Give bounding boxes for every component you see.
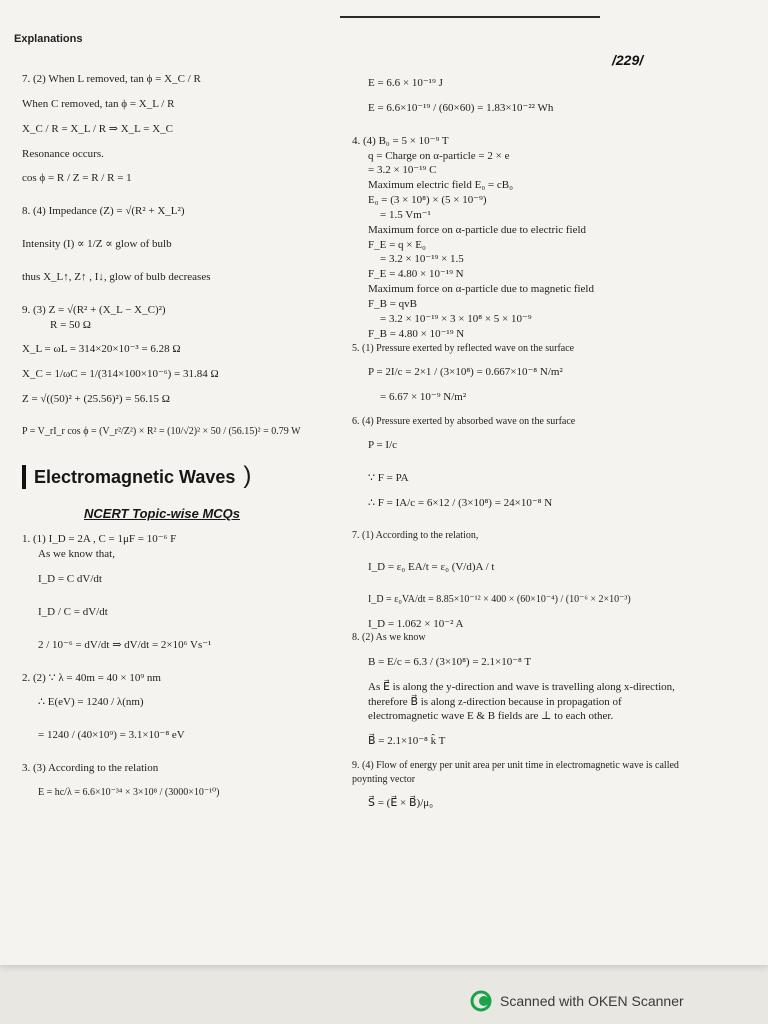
solution-line: I_D = ε₀ EA/t = ε₀ (V/d)A / t [368, 561, 495, 574]
solution-line: ∵ F = PA [368, 472, 409, 485]
solution-line: I_D = C dV/dt [38, 573, 102, 586]
mcq-3 [22, 761, 342, 799]
solution-line: X_C = 1/ωC = 1/(314×100×10⁻⁶) = 31.84 Ω [22, 368, 219, 381]
solution-line: = 3.2 × 10⁻¹⁹ C [368, 164, 437, 177]
solution-line: 1. (1) I_D = 2A , C = 1μF = 10⁻⁶ F [22, 533, 177, 546]
solution-line: cos ϕ = R / Z = R / R = 1 [22, 172, 132, 185]
scanner-watermark [470, 990, 684, 1012]
solution-9 [22, 303, 342, 439]
solution-line: = 1.5 Vm⁻¹ [380, 208, 431, 221]
solution-line: = 3.2 × 10⁻¹⁹ × 3 × 10⁸ × 5 × 10⁻⁹ [380, 312, 532, 325]
solution-line: As we know that, [38, 548, 115, 561]
solution-line: = 1240 / (40×10⁹) = 3.1×10⁻⁸ eV [38, 729, 185, 742]
solution-line: F_E = q × E₀ [368, 238, 426, 251]
solution-line: 3. (3) According to the relation [22, 762, 159, 775]
solution-line: E = hc/λ = 6.6×10⁻³⁴ × 3×10⁸ / (3000×10⁻¹⁰) [38, 787, 220, 798]
oken-scanner-logo-icon [470, 990, 492, 1012]
solution-line: F_B = qvB [368, 297, 417, 310]
page-number: /229/ [612, 52, 644, 68]
solution-line: Maximum electric field E₀ = cB₀ [368, 179, 513, 192]
solution-line: Z = √((50)² + (25.56)²) = 56.15 Ω [22, 393, 170, 406]
solution-line: 9. (4) Flow of energy per unit area per unit time in electromagnetic wave is called poynting vector [352, 760, 679, 785]
solution-line: As E⃗ is along the y-direction and wave is travelling along x-direction, therefore B⃗ is along z-direction because in propagation of electromagnetic wave E & B fields are ⊥ to each other. [368, 680, 675, 723]
solution-line: I_D = 1.062 × 10⁻² A [368, 617, 464, 630]
subsection-title: NCERT Topic-wise MCQs [84, 505, 241, 521]
solution-line: I_D / C = dV/dt [38, 605, 108, 618]
solution-line: 9. (3) Z = √(R² + (X_L − X_C)²) [22, 303, 166, 316]
solution-line: 5. (1) Pressure exerted by reflected wave on the surface [352, 342, 575, 354]
solution-line: thus X_L↑, Z↑ , I↓, glow of bulb decreases [22, 270, 211, 283]
solution-line: F_B = 4.80 × 10⁻¹⁹ N [368, 327, 465, 340]
solution-line: E = 6.6 × 10⁻¹⁹ J [368, 77, 443, 89]
solution-line: Intensity (I) ∝ 1/Z ∝ glow of bulb [22, 238, 172, 251]
solution-line: I_D = ε₀VA/dt = 8.85×10⁻¹² × 400 × (60×10⁻⁴) / (10⁻⁶ × 2×10⁻³) [368, 594, 631, 606]
mcq-1 [22, 532, 342, 652]
solution-line: Maximum force on α-particle due to electric field [368, 223, 587, 236]
section-title: Electromagnetic Waves [34, 466, 236, 487]
mcq-8 [352, 631, 682, 749]
solution-line: Maximum force on α-particle due to magnetic field [368, 283, 594, 296]
right-column [352, 76, 682, 811]
solution-line: X_C / R = X_L / R ⇒ X_L = X_C [22, 122, 173, 135]
solution-line: 8. (4) Impedance (Z) = √(R² + X_L²) [22, 205, 185, 218]
solution-line: P = I/c [368, 439, 398, 452]
solution-line: 7. (1) According to the relation, [352, 529, 479, 541]
solution-line: 2 / 10⁻⁶ = dV/dt ⇒ dV/dt = 2×10⁶ Vs⁻¹ [38, 638, 212, 651]
solution-line: 2. (2) ∵ λ = 40m = 40 × 10⁹ nm [22, 671, 161, 684]
mcq-4 [352, 134, 682, 342]
heading-bar [22, 465, 26, 489]
top-rule [340, 16, 600, 18]
solution-line: 6. (4) Pressure exerted by absorbed wave on the surface [352, 415, 576, 427]
section-heading [22, 460, 342, 492]
solution-7 [22, 72, 342, 186]
solution-line: Resonance occurs. [22, 147, 104, 160]
solution-8 [22, 204, 342, 285]
solution-line: R = 50 Ω [50, 318, 91, 331]
running-head: Explanations [14, 33, 83, 45]
solution-line: When C removed, tan ϕ = X_L / R [22, 97, 175, 110]
solution-line: ∴ E(eV) = 1240 / λ(nm) [38, 696, 144, 709]
solution-line: S⃗ = (E⃗ × B⃗)/μ₀ [368, 797, 434, 810]
mcq-7 [352, 529, 682, 632]
mcq-6 [352, 415, 682, 511]
heading-bracket: ) [243, 462, 252, 490]
solution-line: ∴ F = IA/c = 6×12 / (3×10⁸) = 24×10⁻⁸ N [368, 496, 553, 509]
mcq-3-continued [352, 76, 682, 116]
solution-line: P = 2I/c = 2×1 / (3×10⁸) = 0.667×10⁻⁸ N/m² [368, 366, 563, 378]
solution-line: 7. (2) When L removed, tan ϕ = X_C / R [22, 73, 201, 85]
solution-line: B⃗ = 2.1×10⁻⁸ k̂ T [368, 735, 446, 748]
left-column [22, 72, 342, 800]
mcq-5 [352, 342, 682, 405]
mcq-2 [22, 671, 342, 744]
solution-line: 8. (2) As we know [352, 632, 426, 644]
solution-line: E₀ = (3 × 10⁸) × (5 × 10⁻⁹) [368, 194, 487, 207]
watermark-text: Scanned with OKEN Scanner [500, 993, 684, 1009]
solution-line: = 6.67 × 10⁻⁹ N/m² [380, 390, 467, 403]
solution-line: P = V_rI_r cos ϕ = (V_r²/Z²) × R² = (10/√2)² × 50 / (56.15)² = 0.79 W [22, 425, 301, 437]
mcq-9 [352, 759, 682, 811]
solution-line: F_E = 4.80 × 10⁻¹⁹ N [368, 268, 464, 281]
solution-line: B = E/c = 6.3 / (3×10⁸) = 2.1×10⁻⁸ T [368, 655, 532, 668]
solution-line: = 3.2 × 10⁻¹⁹ × 1.5 [380, 253, 464, 266]
solution-line: E = 6.6×10⁻¹⁹ / (60×60) = 1.83×10⁻²² Wh [368, 101, 554, 114]
solution-line: X_L = ωL = 314×20×10⁻³ = 6.28 Ω [22, 343, 181, 356]
solution-line: q = Charge on α-particle = 2 × e [368, 149, 510, 162]
solution-line: 4. (4) B₀ = 5 × 10⁻⁹ T [352, 134, 449, 147]
